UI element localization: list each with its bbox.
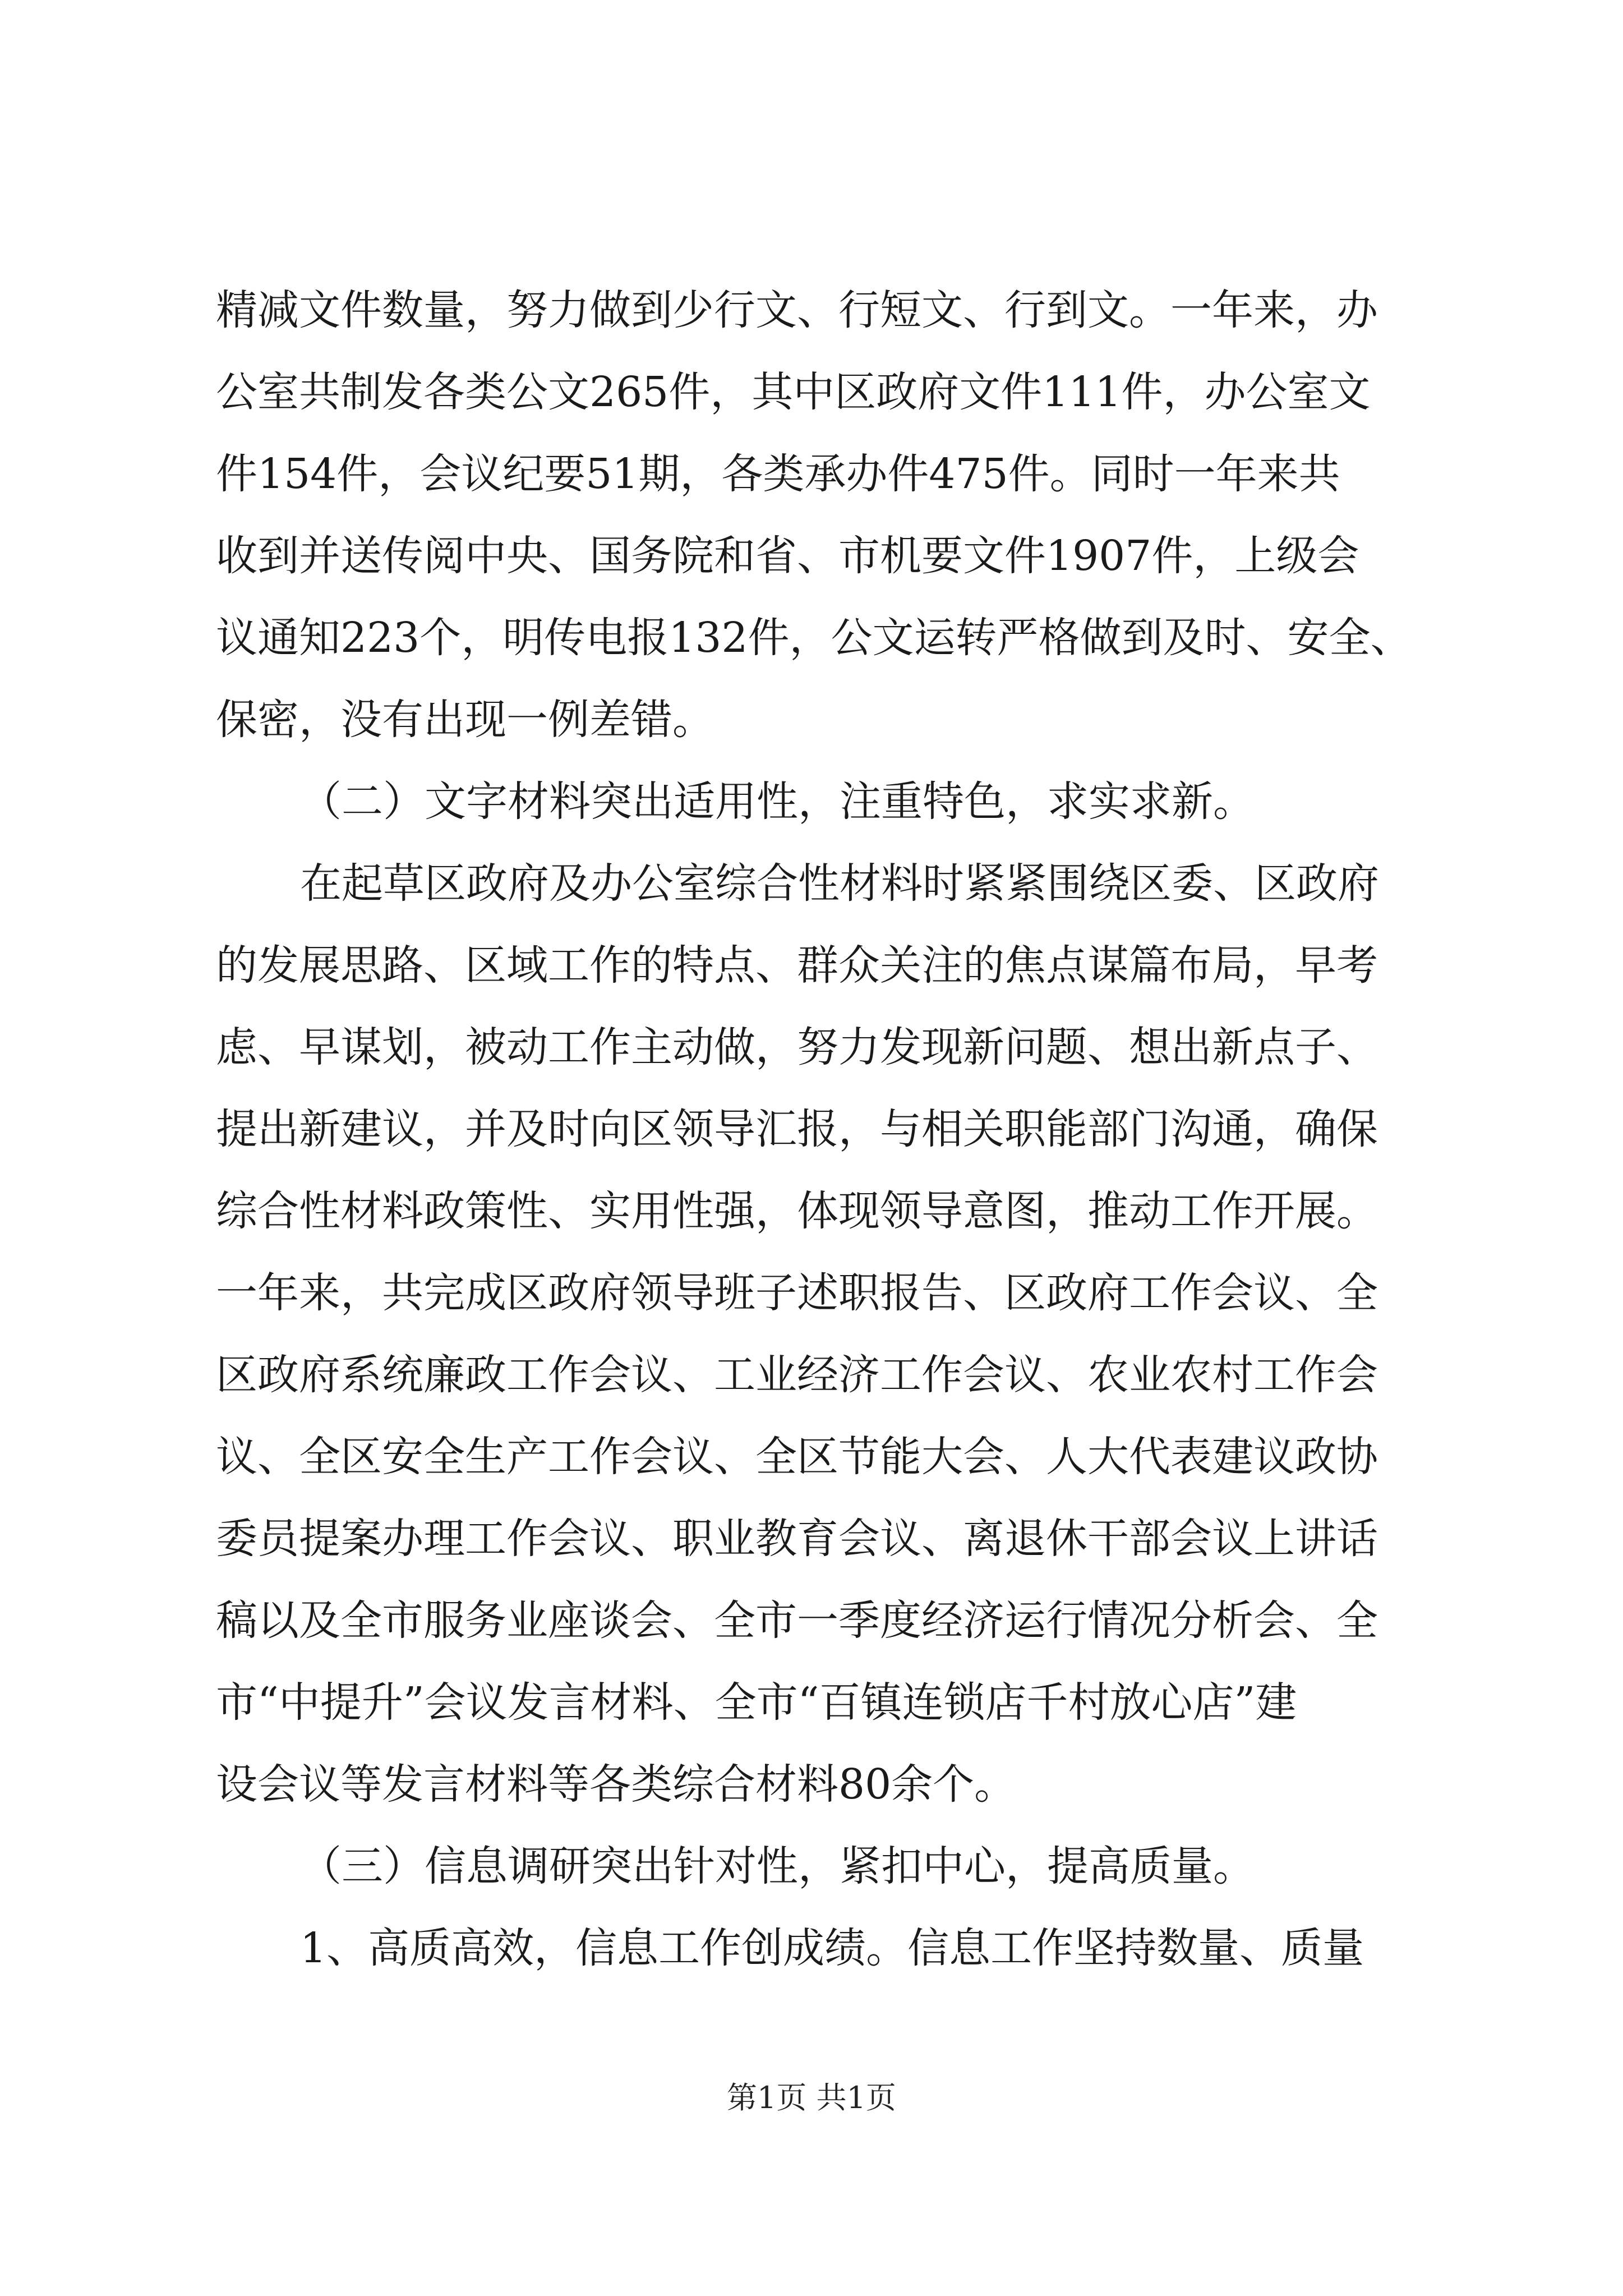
page-number-label: 第1页 共1页 [727, 2080, 896, 2115]
body-line: 提出新建议，并及时向区领导汇报，与相关职能部门沟通，确保 [216, 1105, 1378, 1153]
body-line: 保密，没有出现一例差错。 [216, 696, 714, 744]
body-line: 市“中提升”会议发言材料、全市“百镇连锁店千村放心店”建 [216, 1678, 1297, 1727]
body-line: 精减文件数量，努力做到少行文、行短文、行到文。一年来，办 [216, 286, 1378, 334]
body-line: 虑、早谋划，被动工作主动做，努力发现新问题、想出新点子、 [216, 1023, 1378, 1071]
section-heading: （三）信息调研突出针对性，紧扣中心，提高质量。 [300, 1842, 1255, 1890]
body-line: 的发展思路、区域工作的特点、群众关注的焦点谋篇布局，早考 [216, 941, 1378, 990]
section-heading: （二）文字材料突出适用性，注重特色，求实求新。 [300, 777, 1255, 826]
body-line: 收到并送传阅中央、国务院和省、市机要文件1907件，上级会 [216, 532, 1359, 580]
body-line: 一年来，共完成区政府领导班子述职报告、区政府工作会议、全 [216, 1269, 1378, 1317]
body-line: 件154件，会议纪要51期，各类承办件475件。同时一年来共 [216, 450, 1340, 498]
body-line: 区政府系统廉政工作会议、工业经济工作会议、农业农村工作会 [216, 1351, 1378, 1399]
body-line: 综合性材料政策性、实用性强，体现领导意图，推动工作开展。 [216, 1187, 1378, 1235]
paragraph-first-line: 1、高质高效，信息工作创成绩。信息工作坚持数量、质量 [300, 1924, 1364, 1972]
body-line: 公室共制发各类公文265件，其中区政府文件111件，办公室文 [216, 368, 1371, 416]
body-line: 议通知223个，明传电报132件，公文运转严格做到及时、安全、 [216, 614, 1412, 662]
body-line: 设会议等发言材料等各类综合材料80余个。 [216, 1760, 1016, 1809]
body-line: 委员提案办理工作会议、职业教育会议、离退休干部会议上讲话 [216, 1515, 1378, 1563]
body-line: 稿以及全市服务业座谈会、全市一季度经济运行情况分析会、全 [216, 1596, 1378, 1645]
paragraph-first-line: 在起草区政府及办公室综合性材料时紧紧围绕区委、区政府 [300, 859, 1379, 908]
document-body [216, 269, 1410, 1989]
body-line: 议、全区安全生产工作会议、全区节能大会、人大代表建议政协 [216, 1433, 1378, 1481]
page-footer [0, 2078, 1623, 2118]
